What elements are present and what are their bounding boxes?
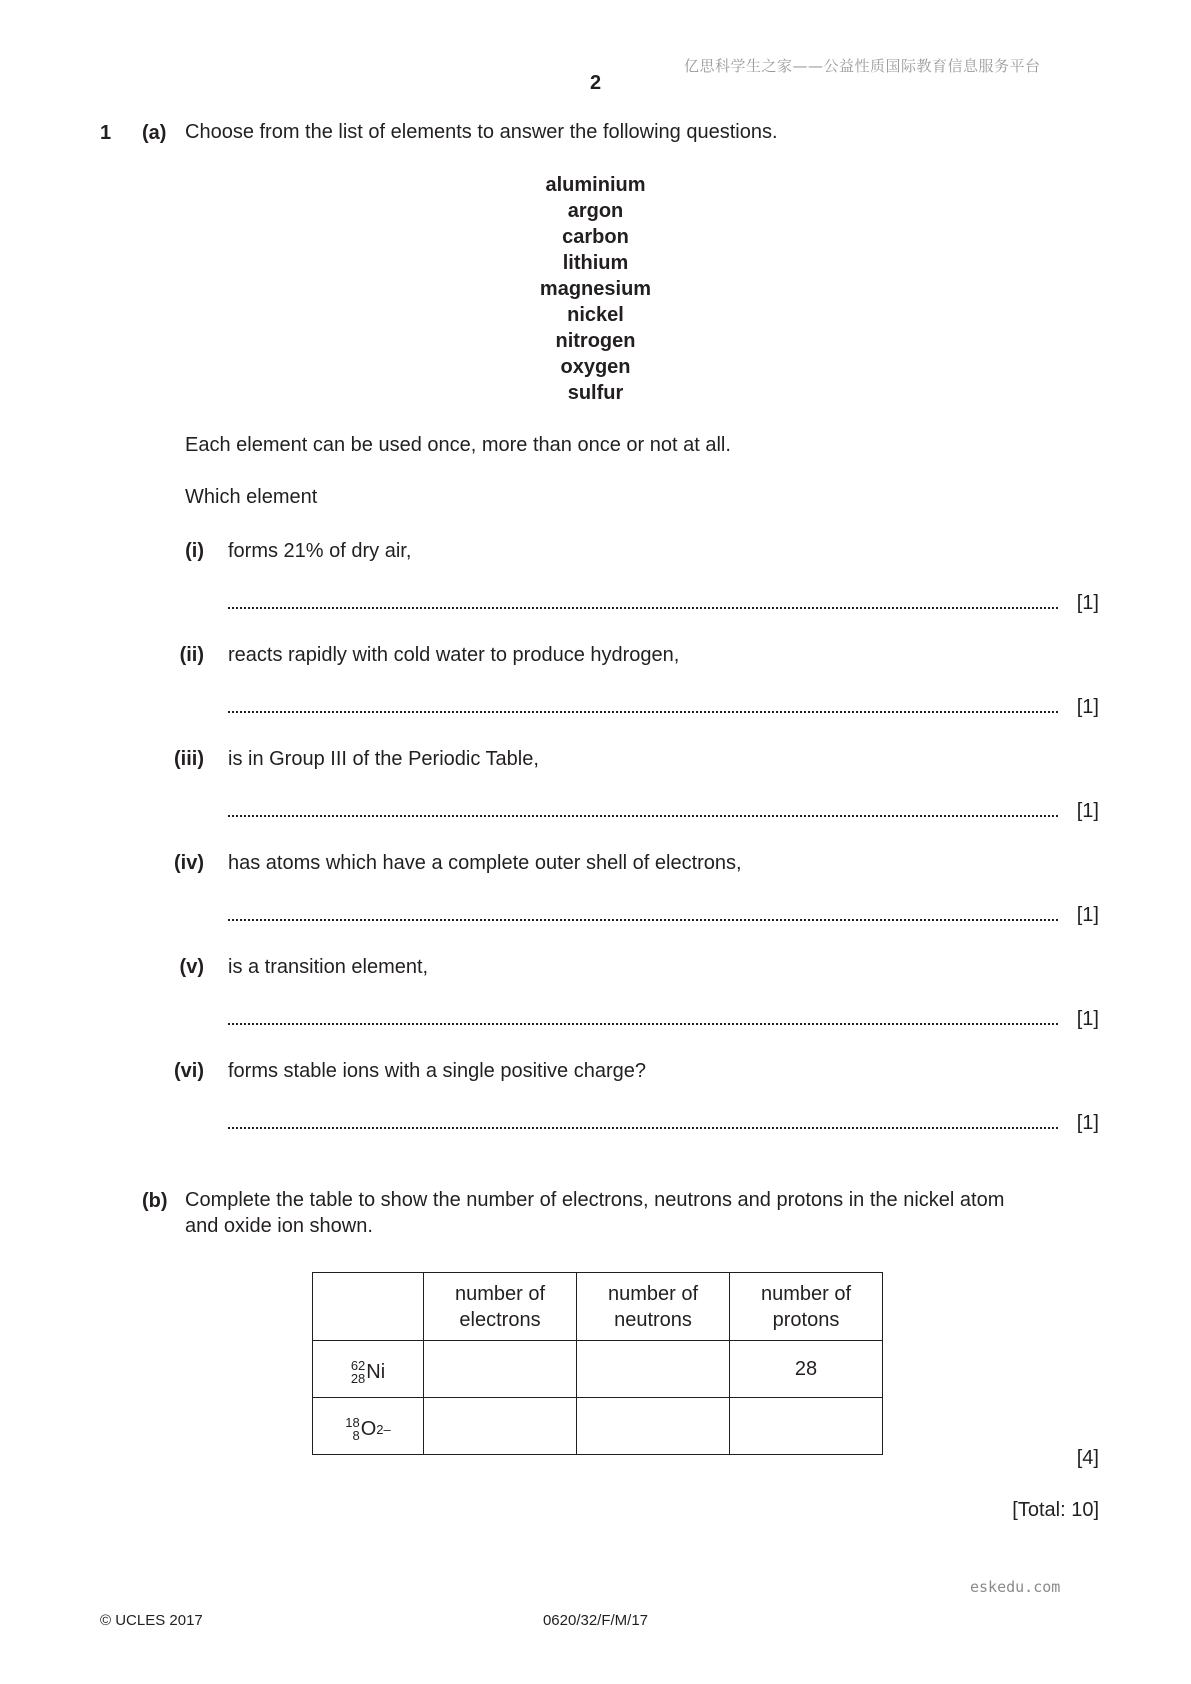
subquestion-text: forms stable ions with a single positive charge? <box>228 1060 646 1082</box>
subquestion-label: (ii) <box>179 644 204 666</box>
subquestion-text: is in Group III of the Periodic Table, <box>228 748 539 770</box>
element-item: magnesium <box>539 278 652 300</box>
element-list <box>0 172 1191 406</box>
answer-line-vi[interactable] <box>228 1117 1058 1129</box>
subquestion-label: (iv) <box>174 852 204 874</box>
subquestion-text: forms 21% of dry air, <box>228 540 412 562</box>
answer-line-ii[interactable] <box>228 701 1058 713</box>
cell-o-protons[interactable] <box>730 1398 883 1455</box>
answer-line-iv[interactable] <box>228 909 1058 921</box>
paper-code: 0620/32/F/M/17 <box>542 1612 649 1629</box>
subquestion-text: reacts rapidly with cold water to produce hydrogen, <box>228 644 680 666</box>
element-item: carbon <box>562 226 629 248</box>
question-number: 1 <box>100 122 112 144</box>
element-item: oxygen <box>560 356 631 378</box>
subquestion-label: (i) <box>185 540 204 562</box>
element-item: nickel <box>567 304 624 326</box>
table-header-row <box>313 1273 883 1341</box>
subquestion-label: (v) <box>179 956 204 978</box>
particle-table <box>312 1272 883 1455</box>
cell-o-neutrons[interactable] <box>577 1398 730 1455</box>
copyright: © UCLES 2017 <box>100 1612 203 1629</box>
watermark-text: 亿思科学生之家——公益性质国际教育信息服务平台 <box>684 57 1041 75</box>
total-marks: [Total: 10] <box>1012 1499 1099 1521</box>
mark: [1] <box>1076 592 1099 614</box>
header-electrons: number of electrons <box>424 1273 577 1341</box>
answer-line-iii[interactable] <box>228 805 1058 817</box>
part-a-label: (a) <box>142 122 167 144</box>
header-neutrons: number of neutrons <box>577 1273 730 1341</box>
mark: [1] <box>1076 1008 1099 1030</box>
mark: [1] <box>1076 1112 1099 1134</box>
table-row-oxide <box>313 1398 883 1455</box>
nuclide-oxide: 18 8 O 2– <box>313 1398 424 1455</box>
element-item: lithium <box>562 252 629 274</box>
element-item: sulfur <box>567 382 624 404</box>
cell-ni-neutrons[interactable] <box>577 1341 730 1398</box>
cell-o-electrons[interactable] <box>424 1398 577 1455</box>
cell-ni-protons: 28 <box>730 1341 883 1398</box>
mark: [1] <box>1076 904 1099 926</box>
answer-line-i[interactable] <box>228 597 1058 609</box>
table-corner-cell <box>313 1273 424 1341</box>
element-item: nitrogen <box>555 330 636 352</box>
cell-ni-electrons[interactable] <box>424 1341 577 1398</box>
answer-line-v[interactable] <box>228 1013 1058 1025</box>
subquestion-label: (vi) <box>174 1060 204 1082</box>
header-protons: number of protons <box>730 1273 883 1341</box>
prompt-text: Which element <box>185 486 318 508</box>
part-b-label: (b) <box>142 1190 168 1212</box>
element-item: aluminium <box>545 174 646 196</box>
subquestion-text: has atoms which have a complete outer shell of electrons, <box>228 852 742 874</box>
subquestion-text: is a transition element, <box>228 956 429 978</box>
subquestion-label: (iii) <box>174 748 204 770</box>
element-item: argon <box>567 200 624 222</box>
website-watermark: eskedu.com <box>970 1578 1061 1596</box>
nuclide-nickel: 62 28 Ni <box>313 1341 424 1398</box>
mark: [1] <box>1076 800 1099 822</box>
part-b-text-line1: Complete the table to show the number of electrons, neutrons and protons in the nickel atom <box>185 1189 1005 1211</box>
mark: [1] <box>1076 696 1099 718</box>
part-b-mark: [4] <box>1076 1447 1099 1469</box>
part-b-text-line2: and oxide ion shown. <box>185 1215 373 1237</box>
instruction-text: Each element can be used once, more than once or not at all. <box>185 434 731 456</box>
page-number: 2 <box>589 72 602 94</box>
part-a-intro: Choose from the list of elements to answer the following questions. <box>185 121 778 143</box>
table-row-nickel <box>313 1341 883 1398</box>
